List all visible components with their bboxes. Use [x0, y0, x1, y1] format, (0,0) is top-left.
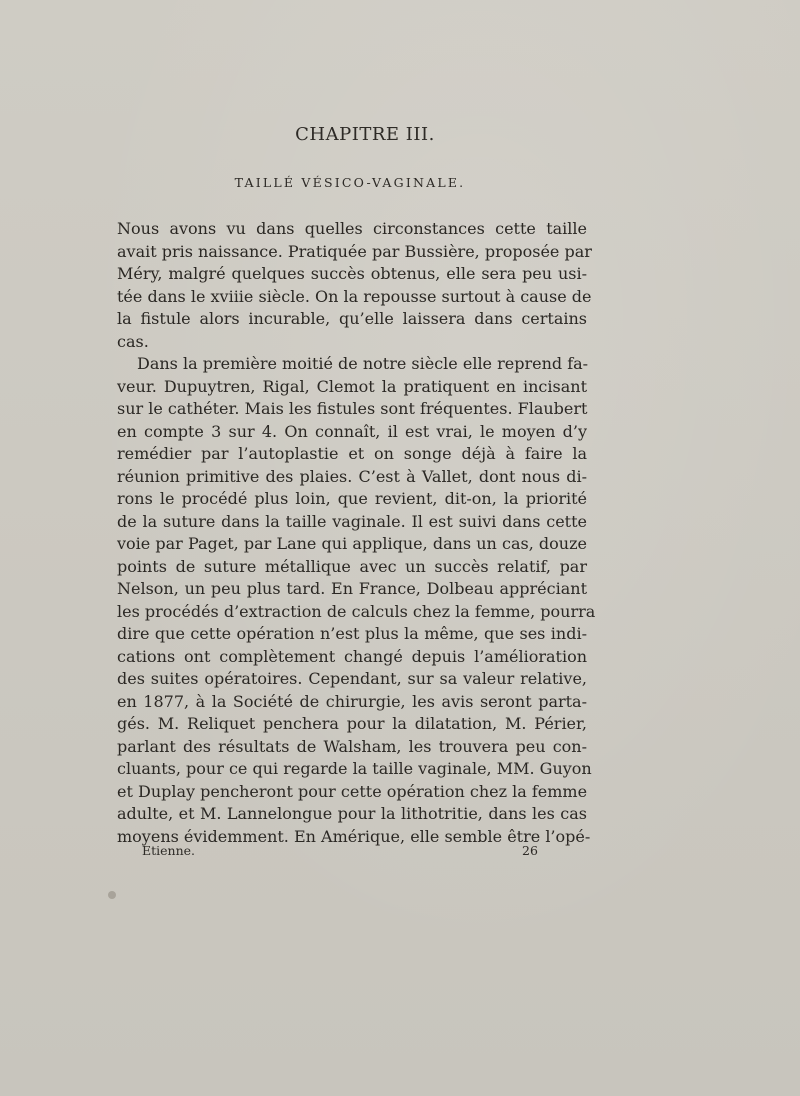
text-line: rons le procédé plus loin, que revient, dit-on, la priorité: [117, 489, 587, 508]
text-line: veur. Dupuytren, Rigal, Clemot la pratiquent en incisant: [117, 376, 587, 396]
text-line: Nous avons vu dans quelles circonstances cette taille: [117, 219, 587, 238]
text-line: et Duplay pencheront pour cette opération chez la femme: [117, 781, 588, 801]
text-line: parlant des résultats de Walsham, les trouvera peu con-: [117, 736, 587, 756]
text-line: gés. M. Reliquet penchera pour la dilatation, M. Périer,: [117, 714, 587, 733]
text-line: cas.: [117, 331, 149, 351]
text-line: en 1877, à la Société de chirurgie, les avis seront parta-: [117, 691, 587, 711]
text-line: cations ont complètement changé depuis l’amélioration: [117, 646, 587, 666]
text-line: moyens évidemment. En Amérique, elle semble être l’opé-: [117, 826, 591, 846]
section-title: TAILLÉ VÉSICO-VAGINALE.: [234, 175, 466, 190]
text-line: en compte 3 sur 4. On connaît, il est vrai, le moyen d’y: [117, 421, 587, 441]
text-line: des suites opératoires. Cependant, sur sa valeur relative,: [117, 669, 587, 688]
text-line: de la suture dans la taille vaginale. Il est suivi dans cette: [117, 511, 587, 531]
ink-smudge: [108, 891, 116, 899]
text-line: réunion primitive des plaies. C’est à Vallet, dont nous di-: [117, 466, 587, 486]
text-line: cluants, pour ce qui regarde la taille vaginale, MM. Guyon: [117, 759, 592, 778]
text-line: Méry, malgré quelques succès obtenus, elle sera peu usi-: [117, 264, 587, 283]
text-line: avait pris naissance. Pratiquée par Bussière, proposée par: [117, 241, 592, 261]
text-line: tée dans le xviiie siècle. On la repousse surtout à cause de: [117, 286, 592, 306]
text-line: Dans la première moitié de notre siècle elle reprend fa-: [137, 354, 589, 373]
text-line: remédier par l’autoplastie et on songe déjà à faire la: [117, 444, 587, 463]
chapter-title: CHAPITRE III.: [295, 124, 435, 145]
text-line: dire que cette opération n’est plus la même, que ses indi-: [117, 624, 587, 643]
text-line: adulte, et M. Lannelongue pour la lithotritie, dans les cas: [117, 804, 587, 823]
text-line: Nelson, un peu plus tard. En France, Dolbeau appréciant: [117, 579, 587, 598]
footer-signature-number: 26: [522, 843, 538, 858]
body-text: [117, 218, 596, 848]
footer-author: Etienne.: [142, 843, 196, 858]
text-line: la fistule alors incurable, qu’elle laissera dans certains: [117, 309, 587, 328]
text-line: points de suture métallique avec un succès relatif, par: [117, 556, 587, 576]
text-line: les procédés d’extraction de calculs chez la femme, pourra: [117, 601, 596, 621]
text-line: sur le cathéter. Mais les fistules sont fréquentes. Flaubert: [117, 399, 588, 418]
text-line: voie par Paget, par Lane qui applique, dans un cas, douze: [117, 534, 587, 553]
